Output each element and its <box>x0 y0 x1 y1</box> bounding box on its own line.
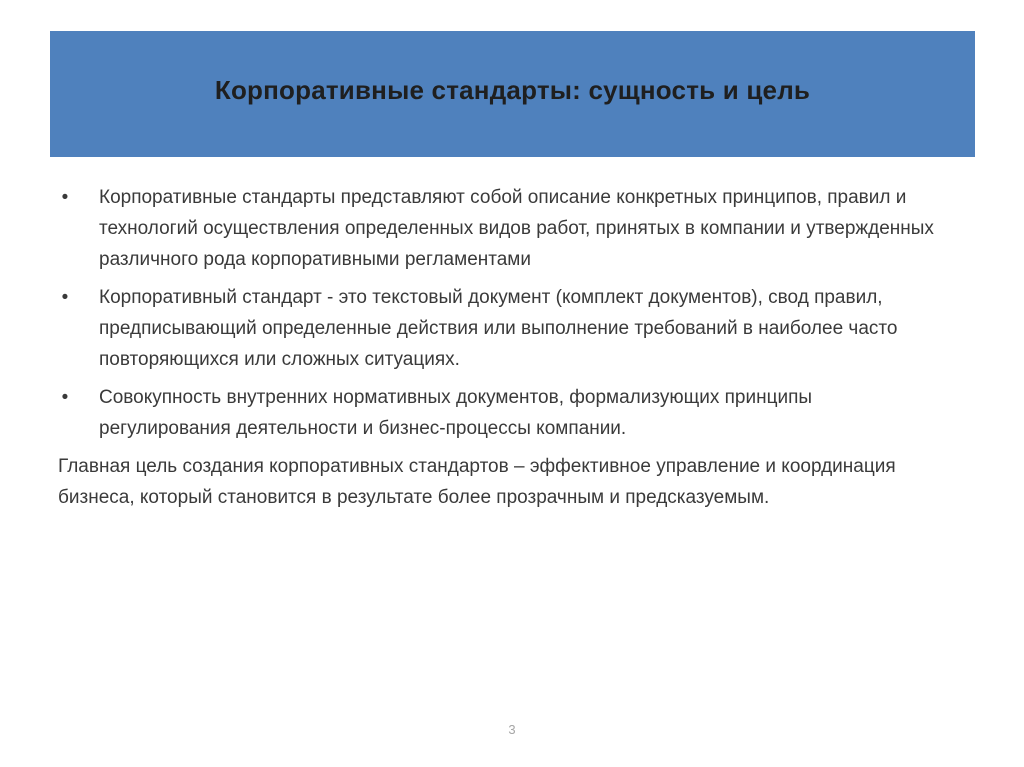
slide-body <box>58 182 938 513</box>
bullet-list <box>58 182 938 444</box>
goal-paragraph: Главная цель создания корпоративных стандартов – эффективное управление и координация бизнеса, который становится в результате более прозрачным и предсказуемым. <box>58 456 896 508</box>
bullet-item <box>58 382 938 444</box>
bullet-marker: • <box>61 387 69 408</box>
bullet-item <box>58 182 938 275</box>
bullet-text: Корпоративный стандарт - это текстовый документ (комплект документов), свод правил, предписывающий определенные действия или выполнение требований в наиболее часто повторяющихся или сложных ситуациях. <box>99 287 898 370</box>
slide-title: Корпоративные стандарты: сущность и цель <box>214 74 811 105</box>
title-band <box>50 31 975 157</box>
bullet-text: Корпоративные стандарты представляют собой описание конкретных принципов, правил и технологий осуществления определенных видов работ, принятых в компании и утвержденных различного рода корпоративными регламентами <box>99 187 934 270</box>
page-number: 3 <box>508 722 516 737</box>
bullet-text: Совокупность внутренних нормативных документов, формализующих принципы регулирования деятельности и бизнес-процессы компании. <box>99 387 813 439</box>
bullet-item <box>58 282 938 375</box>
bullet-marker: • <box>61 287 69 308</box>
bullet-marker: • <box>61 187 69 208</box>
